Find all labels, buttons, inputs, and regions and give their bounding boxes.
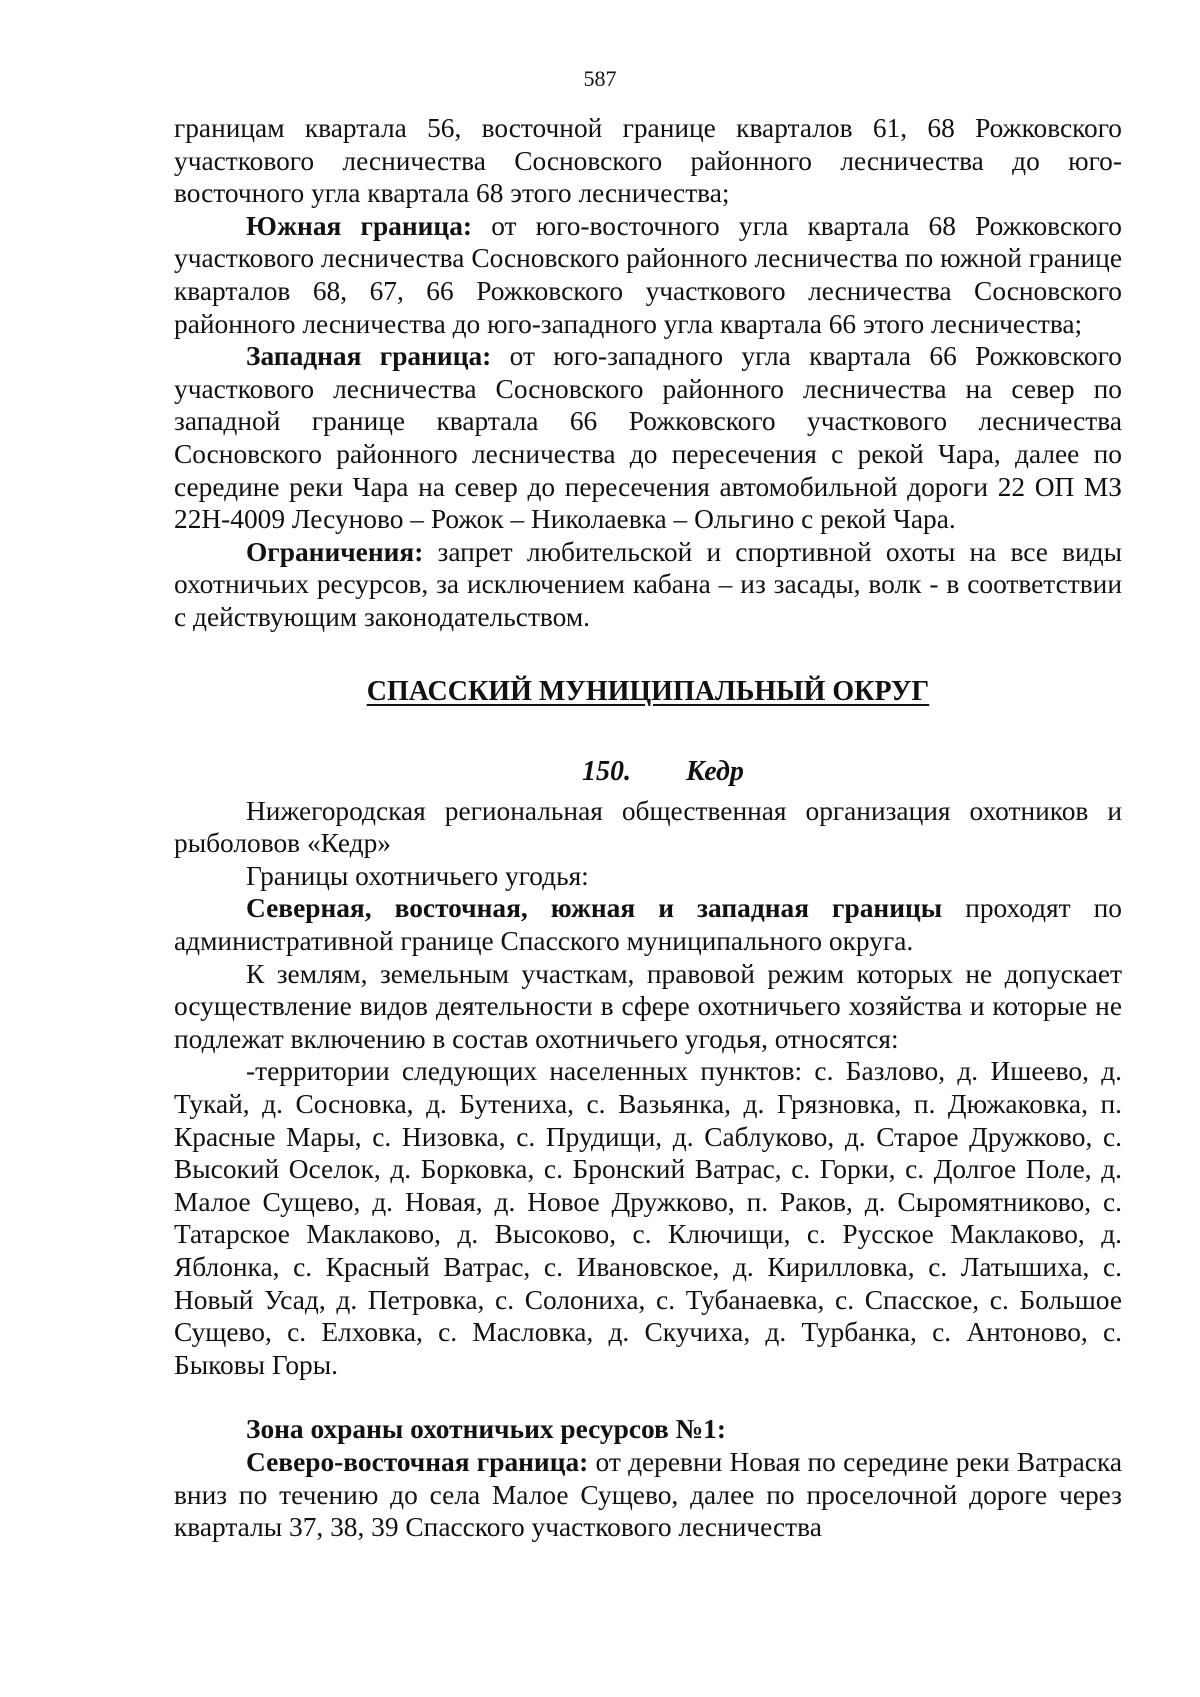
protection-zone-title: Зона охраны охотничьих ресурсов №1: xyxy=(246,1414,727,1445)
spacer xyxy=(174,1381,1122,1413)
south-border-text: от юго-восточного угла квартала 68 Рожковского участкового лесничества Сосновского районного лесничества по южной границе кварталов 68, 67, 66 Рожковского участкового лесничества Сосновского районного лесничества до юго-западного угла квартала 66 этого лесничества; xyxy=(174,210,1122,339)
all-borders-text: проходят по административной границе Спасского муниципального округа. xyxy=(174,893,1123,957)
all-borders-label: Северная, восточная, южная и западная границы xyxy=(246,893,943,924)
west-border-paragraph xyxy=(174,340,1122,536)
page-number: 587 xyxy=(583,66,617,91)
settlements-paragraph: -территории следующих населенных пунктов: с. Базлово, д. Ишеево, д. Тукай, д. Сосновка, д. Бутениха, с. Вазьянка, д. Грязновка, п. Дюжаковка, п. Красные Мары, с. Низовка, с. Прудищи, д. Саблуково, д. Старое Дружково, с. Высокий Оселок, д. Борковка, с. Бронский Ватрас, с. Горки, с. Долгое Поле, д. Малое Сущево, д. Новая, д. Новое Дружково, п. Раков, д. Сыромятниково, с. Татарское Маклаково, д. Высоково, с. Ключищи, с. Русское Маклаково, д. Яблонка, с. Красный Ватрас, с. Ивановское, д. Кирилловка, с. Латышиха, с. Новый Усад, д. Петровка, с. Солониха, с. Тубанаевка, с. Спасское, с. Большое Сущево, с. Елховка, с. Масловка, д. Скучиха, д. Турбанка, с. Антоново, с. Быковы Горы. xyxy=(174,1056,1122,1380)
west-border-text: от юго-западного угла квартала 66 Рожковского участкового лесничества Сосновского районного лесничества на север по западной границе квартала 66 Рожковского участкового лесничества Сосновского районного лесничества до пересечения с рекой Чара, далее по середине реки Чара на север до пересечения автомобильной дороги 22 ОП МЗ 22Н-4009 Лесуново – Рожок – Николаевка – Ольгино с рекой Чара. xyxy=(174,341,1123,535)
entry-number: 150. xyxy=(582,756,631,788)
organization-paragraph: Нижегородская региональная общественная организация охотников и рыболовов «Кедр» xyxy=(174,795,1122,859)
south-border-label: Южная граница: xyxy=(246,210,473,241)
document-body xyxy=(174,112,1122,1544)
northeast-border-label: Северо-восточная граница: xyxy=(246,1446,589,1477)
entry-heading xyxy=(174,756,1122,789)
south-border-paragraph xyxy=(174,210,1122,340)
all-borders-paragraph xyxy=(174,892,1122,957)
section-heading: СПАССКИЙ МУНИЦИПАЛЬНЫЙ ОКРУГ xyxy=(366,675,930,707)
boundaries-intro: Границы охотничьего угодья: xyxy=(246,860,589,891)
restrictions-label: Ограничения: xyxy=(246,536,424,567)
northeast-border-paragraph xyxy=(174,1446,1122,1544)
west-border-label: Западная граница: xyxy=(246,341,492,372)
exclusions-intro: К землям, земельным участкам, правовой режим которых не допускает осуществление видов деятельности в сфере охотничьего хозяйства и которые не подлежат включению в состав охотничьего угодья, относятся: xyxy=(174,958,1122,1054)
entry-name: Кедр xyxy=(686,756,744,788)
northeast-border-text: от деревни Новая по середине реки Ватраска вниз по течению до села Малое Сущево, далее по проселочной дороге через кварталы 37, 38, 39 Спасского участкового лесничества xyxy=(174,1446,1122,1543)
restrictions-text: запрет любительской и спортивной охоты на все виды охотничьих ресурсов, за исключением кабана – из засады, волк - в соответствии с действующим законодательством. xyxy=(174,536,1122,632)
restrictions-paragraph xyxy=(174,536,1122,634)
continuation-paragraph: границам квартала 56, восточной границе кварталов 61, 68 Рожковского участкового лесничества Сосновского районного лесничества до юго-восточного угла квартала 68 этого лесничества; xyxy=(174,113,1122,209)
